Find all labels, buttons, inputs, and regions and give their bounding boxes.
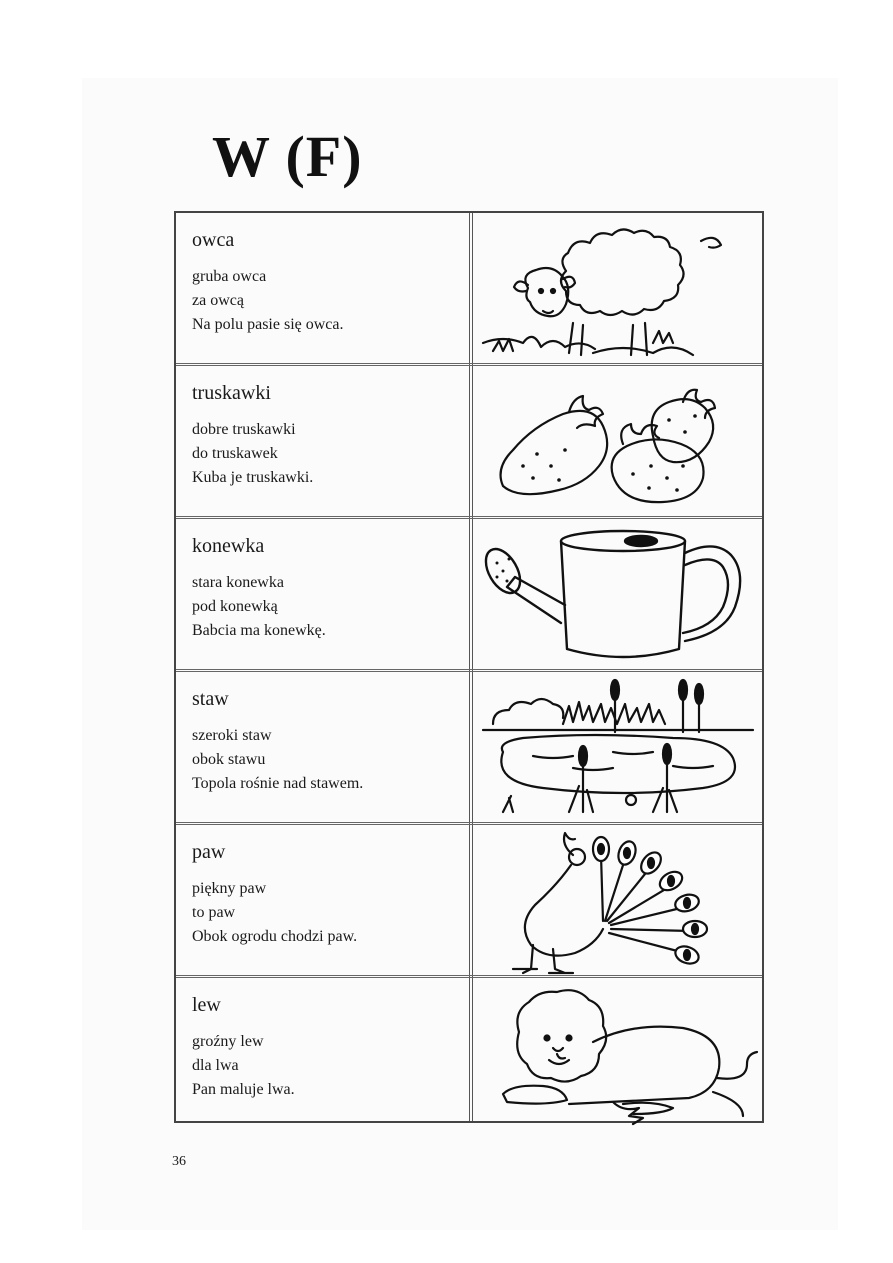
table-row (176, 213, 762, 364)
pond-icon (473, 672, 762, 823)
picture-cell (473, 672, 762, 823)
row-phrases (192, 1030, 295, 1102)
table-row (176, 366, 762, 517)
table-row (176, 519, 762, 670)
phrase-line: Kuba je truskawki. (192, 469, 314, 486)
picture-cell (473, 519, 762, 670)
strawberries-icon (473, 366, 762, 517)
row-word: truskawki (192, 382, 271, 404)
phrase-line: to paw (192, 904, 236, 921)
peacock-icon (473, 825, 762, 976)
phrase-line: szeroki staw (192, 727, 272, 744)
phrase-line: Babcia ma konewkę. (192, 622, 326, 639)
text-cell (176, 366, 469, 517)
phrase-line: gruba owca (192, 268, 267, 285)
phrase-line: Na polu pasie się owca. (192, 316, 344, 333)
row-phrases (192, 418, 313, 490)
table-row (176, 825, 762, 976)
table-row (176, 978, 762, 1121)
page-title: W (F) (212, 124, 363, 189)
phrase-line: do truskawek (192, 445, 278, 462)
sheep-icon (473, 213, 762, 364)
phrase-line: Obok ogrodu chodzi paw. (192, 928, 358, 945)
row-phrases (192, 724, 363, 796)
page-number: 36 (172, 1154, 186, 1169)
phrase-line: za owcą (192, 292, 244, 309)
picture-cell (473, 825, 762, 976)
text-cell (176, 213, 469, 364)
phrase-line: piękny paw (192, 880, 267, 897)
lion-icon (473, 978, 762, 1129)
text-cell (176, 825, 469, 976)
row-word: konewka (192, 535, 265, 557)
watering-can-icon (473, 519, 762, 670)
vocabulary-table (174, 211, 764, 1123)
phrase-line: Pan maluje lwa. (192, 1081, 295, 1098)
row-word: lew (192, 994, 221, 1016)
row-phrases (192, 265, 344, 337)
phrase-line: stara konewka (192, 574, 284, 591)
row-phrases (192, 877, 357, 949)
text-cell (176, 519, 469, 670)
row-word: staw (192, 688, 229, 710)
phrase-line: groźny lew (192, 1033, 264, 1050)
phrase-line: dobre truskawki (192, 421, 296, 438)
picture-cell (473, 366, 762, 517)
row-phrases (192, 571, 326, 643)
phrase-line: Topola rośnie nad stawem. (192, 775, 364, 792)
phrase-line: pod konewką (192, 598, 278, 615)
picture-cell (473, 213, 762, 364)
text-cell (176, 978, 469, 1121)
phrase-line: obok stawu (192, 751, 266, 768)
row-word: paw (192, 841, 226, 863)
phrase-line: dla lwa (192, 1057, 239, 1074)
text-cell (176, 672, 469, 823)
table-row (176, 672, 762, 823)
picture-cell (473, 978, 762, 1121)
row-word: owca (192, 229, 235, 251)
